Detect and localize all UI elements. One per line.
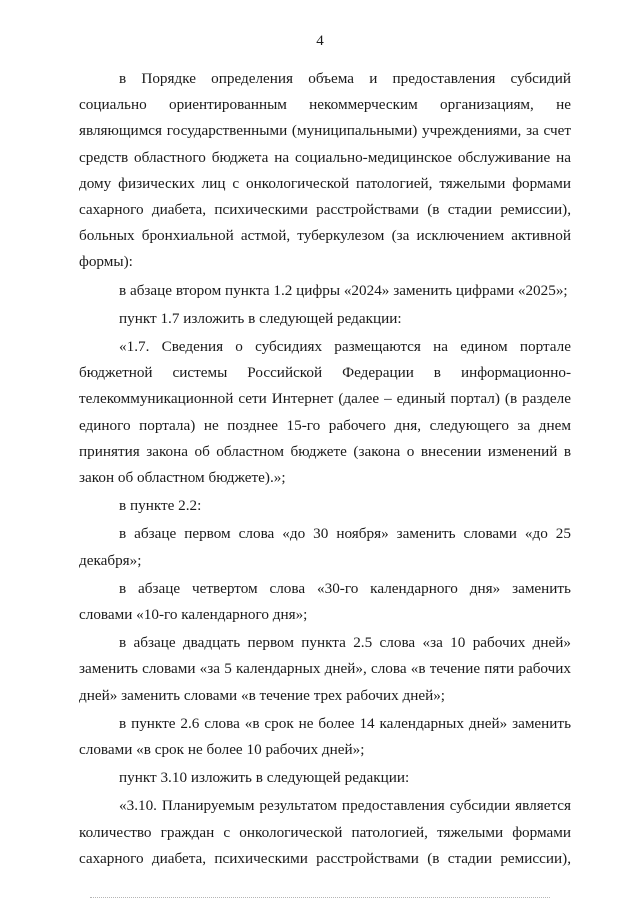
page-number: 4 bbox=[316, 33, 324, 49]
paragraph-item-2-6: в пункте 2.6 слова «в срок не более 14 календарных дней» заменить словами «в срок не более 10 рабочих дней»; bbox=[79, 714, 571, 759]
scan-edge-line bbox=[90, 897, 550, 898]
paragraph-item-1-7-intro: пункт 1.7 изложить в следующей редакции: bbox=[119, 309, 402, 327]
paragraph-amended-procedure: в Порядке определения объема и предоставления субсидий социально ориентированным некоммерческим организациям, не являющимся государственными (муниципальными) учреждениями, за счет средств областного бюджета на социально-медицинское обслуживание на дому физических лиц с онкологической патологией, тяжелыми формами сахарного диабета, психическими расстройствами (в стадии ремиссии), больных бронхиальной астмой, туберкулезом (за исключением активной формы): bbox=[79, 70, 571, 271]
paragraph-item-2-5: в абзаце двадцать первом пункта 2.5 слова «за 10 рабочих дней» заменить словами «за 5 календарных дней», слова «в течение пяти рабочих дней» заменить словами «в течение трех рабочих дней»; bbox=[79, 634, 571, 704]
paragraph-item-2-2: в пункте 2.2: bbox=[119, 497, 202, 515]
document-body bbox=[79, 66, 571, 874]
paragraph-item-3-10-text: «3.10. Планируемым результатом предоставления субсидии является количество граждан с онкологической патологией, тяжелыми формами сахарного диабета, психическими расстройствами (в стадии ремиссии), bbox=[79, 797, 571, 867]
paragraph-2-2-fourth: в абзаце четвертом слова «30-го календарного дня» заменить словами «10-го календарного дня»; bbox=[79, 579, 571, 624]
paragraph-item-3-10-intro: пункт 3.10 изложить в следующей редакции: bbox=[119, 769, 410, 787]
paragraph-item-1-7-text: «1.7. Сведения о субсидиях размещаются на едином портале бюджетной системы Российской Федерации в информационно-телекоммуникационной сети Интернет (далее – единый портал) (в разделе единого портала) не позднее 15-го рабочего дня, следующего за днем принятия закона об областном бюджете (закона о внесении изменений в закон об областном бюджете).»; bbox=[79, 338, 571, 487]
paragraph-2-2-first: в абзаце первом слова «до 30 ноября» заменить словами «до 25 декабря»; bbox=[79, 525, 571, 569]
paragraph-item-1-2: в абзаце втором пункта 1.2 цифры «2024» заменить цифрами «2025»; bbox=[119, 281, 568, 299]
